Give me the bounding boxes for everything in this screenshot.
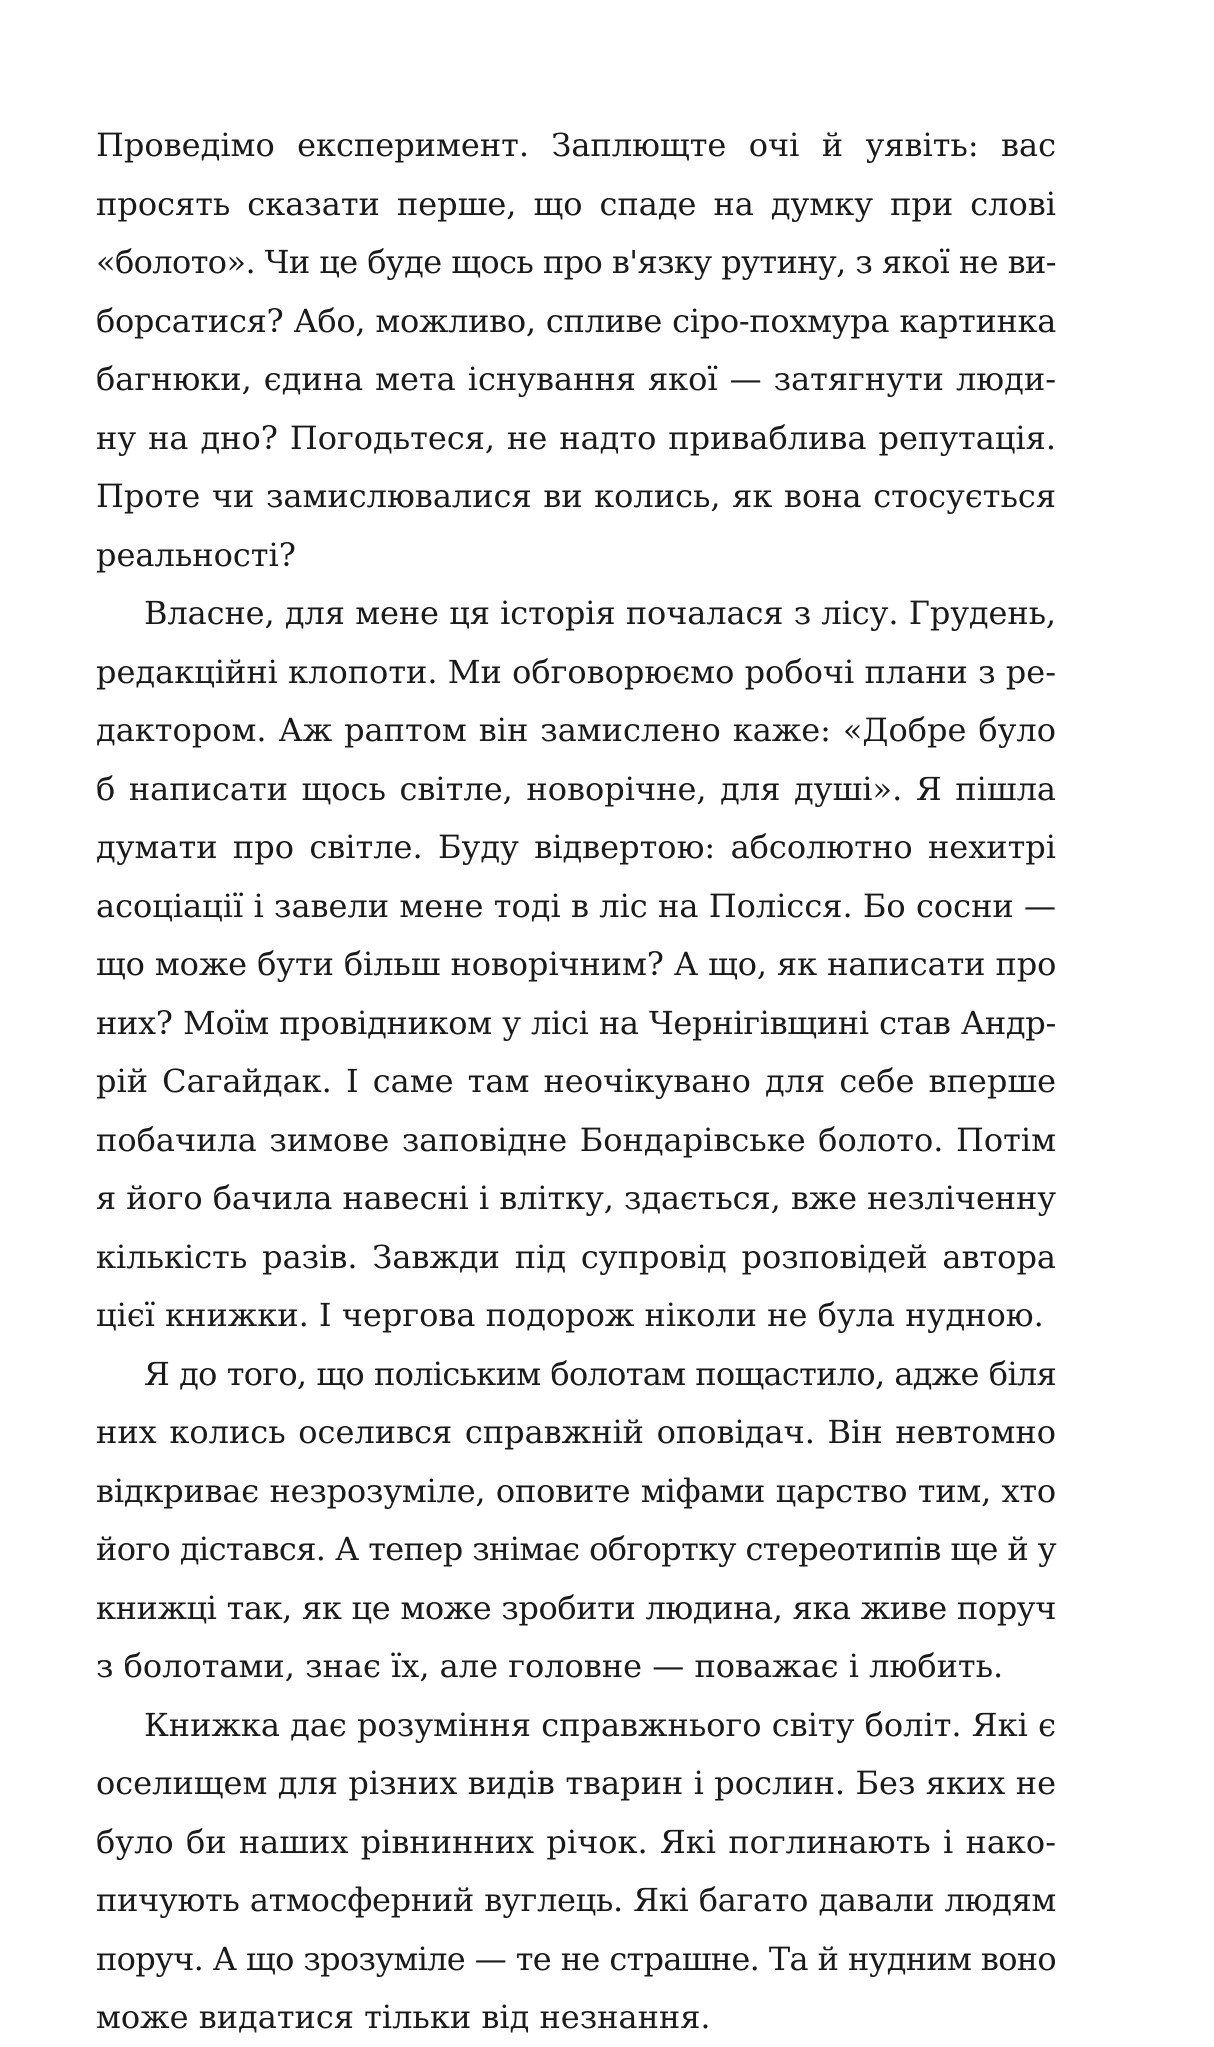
text-line: оселищем для різних видів тварин і рослин. Без яких не — [96, 1764, 1056, 1802]
text-line: думати про світле. Буду відвертою: абсолютно нехитрі — [96, 828, 1056, 866]
text-line: реальності? — [96, 535, 296, 574]
paragraph-4 — [96, 1696, 1056, 2047]
text-line: борсатися? Або, можливо, спливе сіро-похмура картинка — [96, 301, 1056, 340]
text-line: просять сказати перше, що спаде на думку при слові — [96, 184, 1056, 223]
paragraph-1 — [96, 116, 1056, 584]
text-line: Я до того, що поліським болотам пощастило, адже біля — [144, 1354, 1056, 1393]
text-line: пичують атмосферний вуглець. Які багато давали людям — [96, 1881, 1056, 1919]
text-line: його дістався. А тепер знімає обгортку стереотипів ще й у — [96, 1530, 1056, 1568]
text-line: них? Моїм провідником у лісі на Чернігівщині став Андр- — [96, 1003, 1056, 1042]
text-line: було би наших рівнинних річок. Які поглинають і нако- — [96, 1822, 1056, 1861]
text-line: відкриває незрозуміле, оповите міфами царство тим, хто — [96, 1471, 1056, 1510]
text-line: б написати щось світле, новорічне, для душі». Я пішла — [96, 769, 1056, 808]
text-line: може видатися тільки від незнання. — [96, 1998, 711, 2036]
text-line: з болотами, знає їх, але головне — поважає і любить. — [96, 1647, 1004, 1685]
text-line: дактором. Аж раптом він замислено каже: «Добре було — [96, 711, 1056, 749]
text-line: асоціації і завели мене тоді в ліс на Полісся. Бо сосни — — [96, 886, 1056, 925]
text-line: кількість разів. Завжди під супровід розповідей автора — [96, 1237, 1056, 1276]
text-line: багнюки, єдина мета існування якої — затягнути люди- — [96, 360, 1056, 398]
text-line: Проведімо експеримент. Заплющте очі й уявіть: вас — [96, 126, 1056, 164]
text-line: поруч. А що зрозуміле — те не страшне. Та й нудним воно — [96, 1939, 1056, 1978]
text-line: Власне, для мене ця історія почалася з лісу. Грудень, — [144, 594, 1056, 632]
text-line: Проте чи замислювалися ви колись, як вона стосується — [96, 477, 1056, 515]
body-text — [96, 116, 1056, 2047]
paragraph-3 — [96, 1345, 1056, 1696]
text-line: них колись оселився справжній оповідач. Він невтомно — [96, 1413, 1056, 1451]
text-line: Книжка дає розуміння справжнього світу боліт. Які є — [144, 1705, 1056, 1744]
text-line: цієї книжки. І чергова подорож ніколи не була нудною. — [96, 1296, 1044, 1334]
text-line: побачила зимове заповідне Бондарівське болото. Потім — [96, 1120, 1056, 1159]
text-line: «болото». Чи це буде щось про в'язку рутину, з якої не ви- — [96, 243, 1056, 281]
paragraph-2 — [96, 584, 1056, 1345]
text-line: рій Сагайдак. І саме там неочікувано для себе вперше — [96, 1062, 1056, 1100]
text-line: книжці так, як це може зробити людина, яка живе поруч — [96, 1588, 1056, 1627]
text-line: що може бути більш новорічним? А що, як написати про — [96, 945, 1057, 983]
text-line: я його бачила навесні і влітку, здається, вже незліченну — [96, 1179, 1056, 1217]
text-line: редакційні клопоти. Ми обговорюємо робочі плани з ре- — [96, 652, 1056, 691]
text-line: ну на дно? Погодьтеся, не надто приваблива репутація. — [96, 418, 1056, 457]
